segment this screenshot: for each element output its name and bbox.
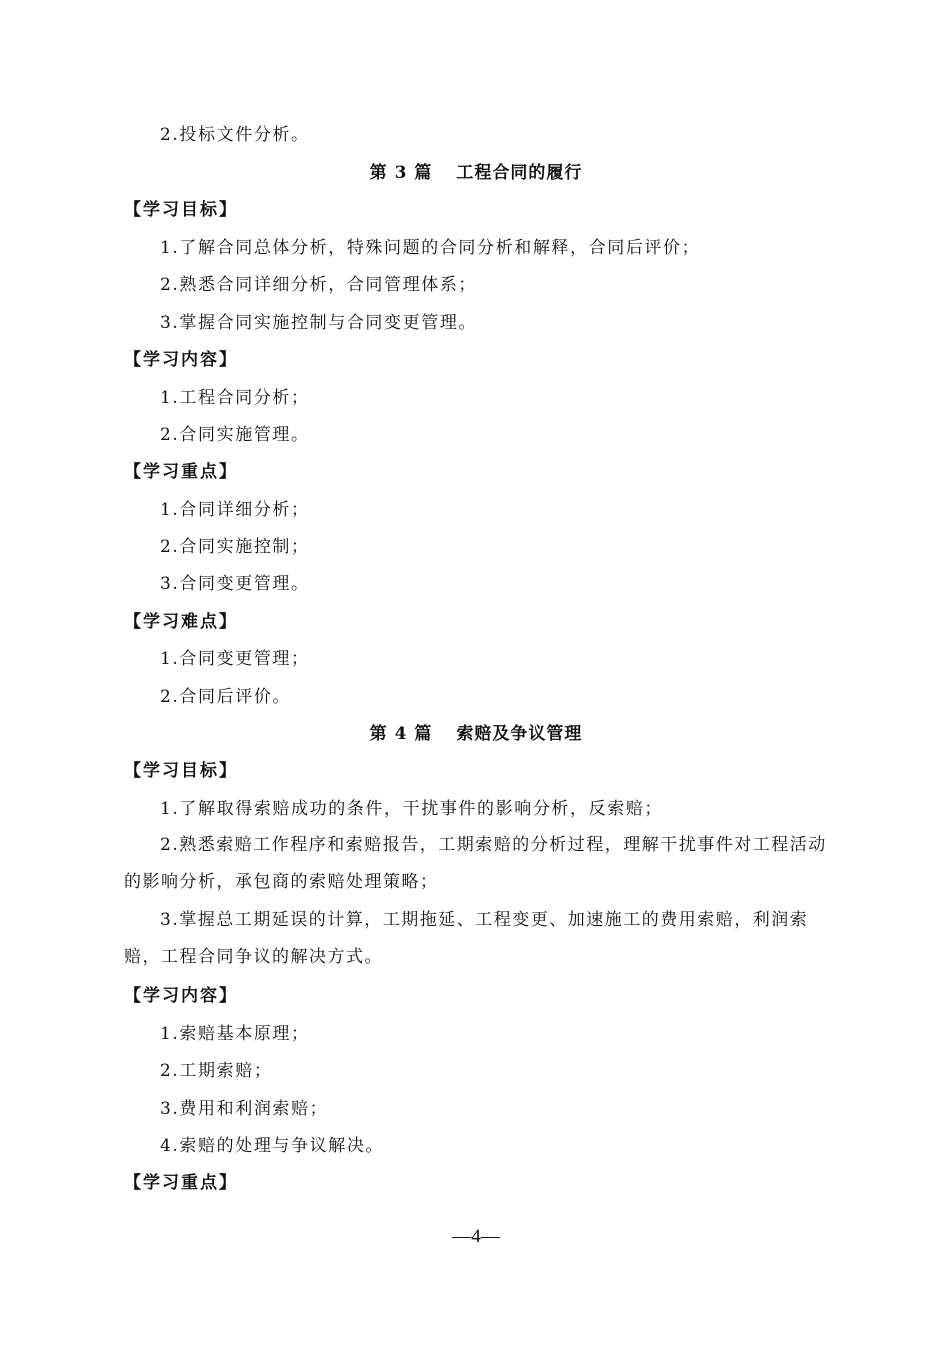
list-item: 2.合同实施控制； bbox=[160, 537, 310, 557]
paragraph: 3.掌握总工期延误的计算，工期拖延、工程变更、加速施工的费用索赔，利润索赔，工程合同争议的解决方式。 bbox=[124, 910, 809, 967]
section-heading: 【学习内容】 bbox=[124, 986, 238, 1006]
list-item: 3.费用和利润索赔； bbox=[160, 1099, 329, 1119]
list-item: 1.索赔基本原理； bbox=[160, 1024, 310, 1044]
page-number: —4— bbox=[452, 1226, 500, 1247]
list-item: 2.熟悉合同详细分析，合同管理体系； bbox=[160, 275, 478, 295]
chapter-number: 第 3 篇 bbox=[369, 163, 433, 183]
chapter-heading bbox=[0, 721, 952, 747]
section-heading: 【学习难点】 bbox=[124, 612, 238, 632]
section-heading: 【学习目标】 bbox=[124, 761, 238, 781]
list-item: 1.了解取得索赔成功的条件，干扰事件的影响分析，反索赔； bbox=[160, 799, 664, 819]
chapter-number: 第 4 篇 bbox=[369, 724, 433, 744]
chapter-title: 工程合同的履行 bbox=[456, 163, 583, 183]
list-item: 3.掌握合同实施控制与合同变更管理。 bbox=[160, 313, 478, 333]
list-item: 1.工程合同分析； bbox=[160, 388, 310, 408]
list-item: 1.合同变更管理； bbox=[160, 649, 310, 669]
list-item: 2.合同后评价。 bbox=[160, 687, 292, 707]
list-item: 2.工期索赔； bbox=[160, 1061, 273, 1081]
list-item: 3.合同变更管理。 bbox=[160, 574, 310, 594]
paragraph: 2.熟悉索赔工作程序和索赔报告，工期索赔的分析过程，理解干扰事件对工程活动的影响分析，承包商的索赔处理策略； bbox=[124, 835, 827, 892]
section-heading: 【学习目标】 bbox=[124, 200, 238, 220]
list-item: 1.合同详细分析； bbox=[160, 500, 310, 520]
list-item: 2.合同实施管理。 bbox=[160, 425, 310, 445]
section-heading: 【学习重点】 bbox=[124, 1173, 238, 1193]
chapter-title: 索赔及争议管理 bbox=[456, 724, 583, 744]
list-item: 4.索赔的处理与争议解决。 bbox=[160, 1136, 385, 1156]
section-heading: 【学习内容】 bbox=[124, 350, 238, 370]
section-heading: 【学习重点】 bbox=[124, 462, 238, 482]
list-item: 2.投标文件分析。 bbox=[160, 125, 310, 145]
chapter-heading bbox=[0, 160, 952, 186]
list-item: 1.了解合同总体分析，特殊问题的合同分析和解释，合同后评价； bbox=[160, 238, 701, 258]
